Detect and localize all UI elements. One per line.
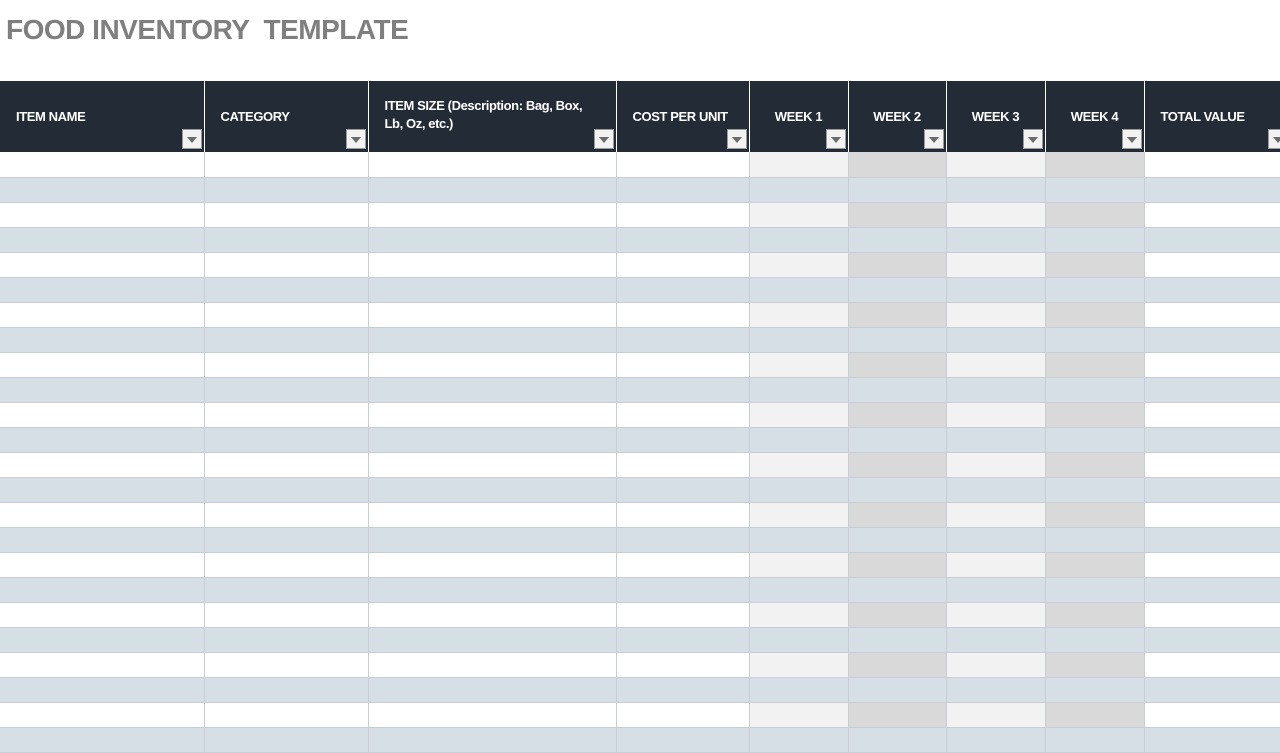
week-1-cell[interactable] — [749, 527, 848, 552]
filter-dropdown-icon[interactable] — [1122, 129, 1142, 149]
table-row — [0, 527, 1280, 552]
item-name-cell[interactable] — [0, 402, 204, 427]
week-1-cell[interactable] — [749, 577, 848, 602]
cost-per-unit-cell[interactable] — [616, 352, 749, 377]
week-3-cell[interactable] — [946, 452, 1045, 477]
cost-per-unit-cell[interactable] — [616, 602, 749, 627]
item-size-cell[interactable] — [368, 702, 616, 727]
week-3-cell[interactable] — [946, 477, 1045, 502]
filter-dropdown-icon[interactable] — [182, 129, 202, 149]
cost-per-unit-cell[interactable] — [616, 527, 749, 552]
inventory-table — [0, 81, 1280, 753]
item-name-cell[interactable] — [0, 577, 204, 602]
week-1-cell[interactable] — [749, 252, 848, 277]
item-name-cell[interactable] — [0, 477, 204, 502]
week-2-cell[interactable] — [848, 352, 946, 377]
table-row — [0, 452, 1280, 477]
week-2-cell[interactable] — [848, 477, 946, 502]
total-value-cell[interactable] — [1144, 177, 1280, 202]
cost-per-unit-cell[interactable] — [616, 252, 749, 277]
column-header-label: WEEK 2 — [873, 108, 921, 124]
week-2-cell[interactable] — [848, 527, 946, 552]
item-size-cell[interactable] — [368, 302, 616, 327]
week-3-cell[interactable] — [946, 227, 1045, 252]
item-size-cell[interactable] — [368, 452, 616, 477]
week-3-cell[interactable] — [946, 302, 1045, 327]
week-4-cell[interactable] — [1045, 652, 1144, 677]
total-value-cell[interactable] — [1144, 427, 1280, 452]
table-row — [0, 327, 1280, 352]
cost-per-unit-cell[interactable] — [616, 302, 749, 327]
week-4-cell[interactable] — [1045, 627, 1144, 652]
cost-per-unit-cell[interactable] — [616, 502, 749, 527]
category-cell[interactable] — [204, 427, 368, 452]
item-size-cell[interactable] — [368, 327, 616, 352]
item-size-cell[interactable] — [368, 177, 616, 202]
column-header-category[interactable] — [204, 81, 368, 152]
total-value-cell[interactable] — [1144, 202, 1280, 227]
item-size-cell[interactable] — [368, 202, 616, 227]
category-cell[interactable] — [204, 327, 368, 352]
week-1-cell[interactable] — [749, 602, 848, 627]
week-4-cell[interactable] — [1045, 227, 1144, 252]
week-3-cell[interactable] — [946, 427, 1045, 452]
table-row — [0, 652, 1280, 677]
week-3-cell[interactable] — [946, 652, 1045, 677]
cost-per-unit-cell[interactable] — [616, 152, 749, 177]
total-value-cell[interactable] — [1144, 477, 1280, 502]
week-3-cell[interactable] — [946, 602, 1045, 627]
filter-dropdown-icon[interactable] — [826, 129, 846, 149]
category-cell[interactable] — [204, 477, 368, 502]
table-row — [0, 477, 1280, 502]
cost-per-unit-cell[interactable] — [616, 227, 749, 252]
week-4-cell[interactable] — [1045, 352, 1144, 377]
column-header-label: WEEK 1 — [774, 108, 823, 124]
filter-dropdown-icon[interactable] — [1268, 129, 1280, 149]
category-cell[interactable] — [204, 252, 368, 277]
column-header-total-value[interactable] — [1144, 81, 1280, 152]
table-row — [0, 177, 1280, 202]
column-header-label: CATEGORY — [220, 108, 290, 124]
category-cell[interactable] — [204, 177, 368, 202]
week-2-cell[interactable] — [848, 577, 946, 602]
item-size-cell[interactable] — [368, 277, 616, 302]
category-cell[interactable] — [204, 377, 368, 402]
column-header-week-1[interactable] — [749, 81, 848, 152]
week-2-cell[interactable] — [848, 402, 946, 427]
week-2-cell[interactable] — [848, 302, 946, 327]
table-row — [0, 577, 1280, 602]
column-header-label: WEEK 3 — [971, 108, 1020, 124]
total-value-cell[interactable] — [1144, 602, 1280, 627]
table-row — [0, 152, 1280, 177]
table-row — [0, 727, 1280, 752]
week-2-cell[interactable] — [848, 427, 946, 452]
week-1-cell[interactable] — [749, 552, 848, 577]
cost-per-unit-cell[interactable] — [616, 627, 749, 652]
total-value-cell[interactable] — [1144, 552, 1280, 577]
item-size-cell[interactable] — [368, 527, 616, 552]
week-1-cell[interactable] — [749, 377, 848, 402]
item-name-cell[interactable] — [0, 327, 204, 352]
table-row — [0, 277, 1280, 302]
item-size-cell[interactable] — [368, 427, 616, 452]
column-header-week-2[interactable] — [848, 81, 946, 152]
week-2-cell[interactable] — [848, 252, 946, 277]
item-name-cell[interactable] — [0, 227, 204, 252]
header-row — [0, 81, 1280, 152]
category-cell[interactable] — [204, 302, 368, 327]
week-4-cell[interactable] — [1045, 377, 1144, 402]
item-size-cell[interactable] — [368, 152, 616, 177]
category-cell[interactable] — [204, 402, 368, 427]
week-1-cell[interactable] — [749, 427, 848, 452]
total-value-cell[interactable] — [1144, 402, 1280, 427]
item-size-cell[interactable] — [368, 227, 616, 252]
item-name-cell[interactable] — [0, 352, 204, 377]
week-4-cell[interactable] — [1045, 527, 1144, 552]
total-value-cell[interactable] — [1144, 227, 1280, 252]
table-row — [0, 702, 1280, 727]
week-4-cell[interactable] — [1045, 727, 1144, 752]
item-size-cell[interactable] — [368, 377, 616, 402]
week-3-cell[interactable] — [946, 552, 1045, 577]
filter-dropdown-icon[interactable] — [346, 129, 366, 149]
week-4-cell[interactable] — [1045, 702, 1144, 727]
category-cell[interactable] — [204, 652, 368, 677]
week-1-cell[interactable] — [749, 327, 848, 352]
week-1-cell[interactable] — [749, 227, 848, 252]
filter-dropdown-icon[interactable] — [924, 129, 944, 149]
week-2-cell[interactable] — [848, 627, 946, 652]
category-cell[interactable] — [204, 702, 368, 727]
week-4-cell[interactable] — [1045, 302, 1144, 327]
item-name-cell[interactable] — [0, 427, 204, 452]
week-3-cell[interactable] — [946, 702, 1045, 727]
week-1-cell[interactable] — [749, 652, 848, 677]
week-2-cell[interactable] — [848, 727, 946, 752]
week-2-cell[interactable] — [848, 177, 946, 202]
week-3-cell[interactable] — [946, 402, 1045, 427]
cost-per-unit-cell[interactable] — [616, 277, 749, 302]
column-header-label: ITEM SIZE (Description: Bag, Box, Lb, Oz, etc.) — [384, 98, 583, 131]
cost-per-unit-cell[interactable] — [616, 727, 749, 752]
week-1-cell[interactable] — [749, 502, 848, 527]
column-header-label: ITEM NAME — [16, 108, 86, 124]
week-1-cell[interactable] — [749, 202, 848, 227]
category-cell[interactable] — [204, 602, 368, 627]
cost-per-unit-cell[interactable] — [616, 427, 749, 452]
item-name-cell[interactable] — [0, 177, 204, 202]
week-1-cell[interactable] — [749, 302, 848, 327]
item-size-cell[interactable] — [368, 402, 616, 427]
week-3-cell[interactable] — [946, 677, 1045, 702]
item-size-cell[interactable] — [368, 552, 616, 577]
week-1-cell[interactable] — [749, 727, 848, 752]
total-value-cell[interactable] — [1144, 627, 1280, 652]
item-name-cell[interactable] — [0, 302, 204, 327]
item-size-cell[interactable] — [368, 477, 616, 502]
week-2-cell[interactable] — [848, 327, 946, 352]
filter-dropdown-icon[interactable] — [1023, 129, 1043, 149]
total-value-cell[interactable] — [1144, 327, 1280, 352]
week-2-cell[interactable] — [848, 552, 946, 577]
week-4-cell[interactable] — [1045, 477, 1144, 502]
category-cell[interactable] — [204, 552, 368, 577]
week-2-cell[interactable] — [848, 677, 946, 702]
week-4-cell[interactable] — [1045, 277, 1144, 302]
category-cell[interactable] — [204, 352, 368, 377]
week-1-cell[interactable] — [749, 477, 848, 502]
week-2-cell[interactable] — [848, 602, 946, 627]
item-name-cell[interactable] — [0, 502, 204, 527]
category-cell[interactable] — [204, 677, 368, 702]
item-name-cell[interactable] — [0, 702, 204, 727]
total-value-cell[interactable] — [1144, 302, 1280, 327]
week-2-cell[interactable] — [848, 377, 946, 402]
total-value-cell[interactable] — [1144, 352, 1280, 377]
table-row — [0, 402, 1280, 427]
item-name-cell[interactable] — [0, 252, 204, 277]
item-name-cell[interactable] — [0, 677, 204, 702]
table-body — [0, 152, 1280, 753]
item-size-cell[interactable] — [368, 602, 616, 627]
total-value-cell[interactable] — [1144, 277, 1280, 302]
total-value-cell[interactable] — [1144, 727, 1280, 752]
item-name-cell[interactable] — [0, 627, 204, 652]
week-3-cell[interactable] — [946, 377, 1045, 402]
week-2-cell[interactable] — [848, 202, 946, 227]
column-header-label: TOTAL VALUE — [1160, 108, 1245, 124]
cost-per-unit-cell[interactable] — [616, 702, 749, 727]
week-2-cell[interactable] — [848, 502, 946, 527]
column-header-label: COST PER UNIT — [632, 108, 728, 124]
category-cell[interactable] — [204, 452, 368, 477]
week-1-cell[interactable] — [749, 152, 848, 177]
category-cell[interactable] — [204, 227, 368, 252]
week-4-cell[interactable] — [1045, 577, 1144, 602]
page-title: FOOD INVENTORY TEMPLATE — [6, 14, 409, 45]
week-4-cell[interactable] — [1045, 502, 1144, 527]
table-row — [0, 427, 1280, 452]
item-size-cell[interactable] — [368, 577, 616, 602]
column-header-label: WEEK 4 — [1070, 108, 1119, 124]
table-row — [0, 202, 1280, 227]
table-row — [0, 227, 1280, 252]
week-4-cell[interactable] — [1045, 327, 1144, 352]
item-size-cell[interactable] — [368, 627, 616, 652]
week-1-cell[interactable] — [749, 277, 848, 302]
category-cell[interactable] — [204, 727, 368, 752]
total-value-cell[interactable] — [1144, 702, 1280, 727]
week-4-cell[interactable] — [1045, 452, 1144, 477]
week-4-cell[interactable] — [1045, 152, 1144, 177]
table-row — [0, 552, 1280, 577]
table-row — [0, 252, 1280, 277]
category-cell[interactable] — [204, 152, 368, 177]
item-name-cell[interactable] — [0, 602, 204, 627]
item-name-cell[interactable] — [0, 552, 204, 577]
table-row — [0, 352, 1280, 377]
total-value-cell[interactable] — [1144, 377, 1280, 402]
week-3-cell[interactable] — [946, 177, 1045, 202]
table-row — [0, 602, 1280, 627]
item-size-cell[interactable] — [368, 352, 616, 377]
column-header-week-4[interactable] — [1045, 81, 1144, 152]
week-4-cell[interactable] — [1045, 427, 1144, 452]
total-value-cell[interactable] — [1144, 152, 1280, 177]
week-1-cell[interactable] — [749, 352, 848, 377]
total-value-cell[interactable] — [1144, 502, 1280, 527]
week-1-cell[interactable] — [749, 702, 848, 727]
week-1-cell[interactable] — [749, 627, 848, 652]
week-3-cell[interactable] — [946, 327, 1045, 352]
total-value-cell[interactable] — [1144, 677, 1280, 702]
week-2-cell[interactable] — [848, 452, 946, 477]
item-size-cell[interactable] — [368, 502, 616, 527]
week-3-cell[interactable] — [946, 277, 1045, 302]
item-size-cell[interactable] — [368, 252, 616, 277]
week-1-cell[interactable] — [749, 402, 848, 427]
week-3-cell[interactable] — [946, 252, 1045, 277]
week-1-cell[interactable] — [749, 452, 848, 477]
item-name-cell[interactable] — [0, 727, 204, 752]
filter-dropdown-icon[interactable] — [727, 129, 747, 149]
item-name-cell[interactable] — [0, 277, 204, 302]
table-row — [0, 502, 1280, 527]
cost-per-unit-cell[interactable] — [616, 477, 749, 502]
week-4-cell[interactable] — [1045, 202, 1144, 227]
category-cell[interactable] — [204, 577, 368, 602]
table-row — [0, 677, 1280, 702]
column-header-cost-per-unit[interactable] — [616, 81, 749, 152]
column-header-week-3[interactable] — [946, 81, 1045, 152]
cost-per-unit-cell[interactable] — [616, 552, 749, 577]
week-3-cell[interactable] — [946, 202, 1045, 227]
week-4-cell[interactable] — [1045, 602, 1144, 627]
week-2-cell[interactable] — [848, 227, 946, 252]
item-size-cell[interactable] — [368, 652, 616, 677]
week-4-cell[interactable] — [1045, 677, 1144, 702]
category-cell[interactable] — [204, 502, 368, 527]
week-4-cell[interactable] — [1045, 177, 1144, 202]
table-row — [0, 302, 1280, 327]
category-cell[interactable] — [204, 277, 368, 302]
week-2-cell[interactable] — [848, 702, 946, 727]
total-value-cell[interactable] — [1144, 577, 1280, 602]
week-1-cell[interactable] — [749, 677, 848, 702]
week-1-cell[interactable] — [749, 177, 848, 202]
week-3-cell[interactable] — [946, 502, 1045, 527]
cost-per-unit-cell[interactable] — [616, 327, 749, 352]
total-value-cell[interactable] — [1144, 652, 1280, 677]
item-size-cell[interactable] — [368, 727, 616, 752]
cost-per-unit-cell[interactable] — [616, 377, 749, 402]
category-cell[interactable] — [204, 202, 368, 227]
category-cell[interactable] — [204, 627, 368, 652]
total-value-cell[interactable] — [1144, 452, 1280, 477]
week-3-cell[interactable] — [946, 352, 1045, 377]
week-2-cell[interactable] — [848, 652, 946, 677]
week-3-cell[interactable] — [946, 627, 1045, 652]
cost-per-unit-cell[interactable] — [616, 402, 749, 427]
cost-per-unit-cell[interactable] — [616, 177, 749, 202]
week-2-cell[interactable] — [848, 152, 946, 177]
item-name-cell[interactable] — [0, 527, 204, 552]
item-name-cell[interactable] — [0, 202, 204, 227]
category-cell[interactable] — [204, 527, 368, 552]
cost-per-unit-cell[interactable] — [616, 452, 749, 477]
item-name-cell[interactable] — [0, 377, 204, 402]
item-name-cell[interactable] — [0, 152, 204, 177]
table-row — [0, 377, 1280, 402]
week-3-cell[interactable] — [946, 577, 1045, 602]
item-name-cell[interactable] — [0, 452, 204, 477]
item-size-cell[interactable] — [368, 677, 616, 702]
cost-per-unit-cell[interactable] — [616, 677, 749, 702]
total-value-cell[interactable] — [1144, 252, 1280, 277]
inventory-table-container — [0, 81, 1280, 753]
filter-dropdown-icon[interactable] — [594, 129, 614, 149]
week-2-cell[interactable] — [848, 277, 946, 302]
column-header-item-name[interactable] — [0, 81, 204, 152]
week-3-cell[interactable] — [946, 727, 1045, 752]
cost-per-unit-cell[interactable] — [616, 577, 749, 602]
table-row — [0, 627, 1280, 652]
cost-per-unit-cell[interactable] — [616, 652, 749, 677]
item-name-cell[interactable] — [0, 652, 204, 677]
week-3-cell[interactable] — [946, 152, 1045, 177]
week-4-cell[interactable] — [1045, 552, 1144, 577]
column-header-item-size[interactable] — [368, 81, 616, 152]
week-4-cell[interactable] — [1045, 402, 1144, 427]
total-value-cell[interactable] — [1144, 527, 1280, 552]
week-4-cell[interactable] — [1045, 252, 1144, 277]
cost-per-unit-cell[interactable] — [616, 202, 749, 227]
week-3-cell[interactable] — [946, 527, 1045, 552]
